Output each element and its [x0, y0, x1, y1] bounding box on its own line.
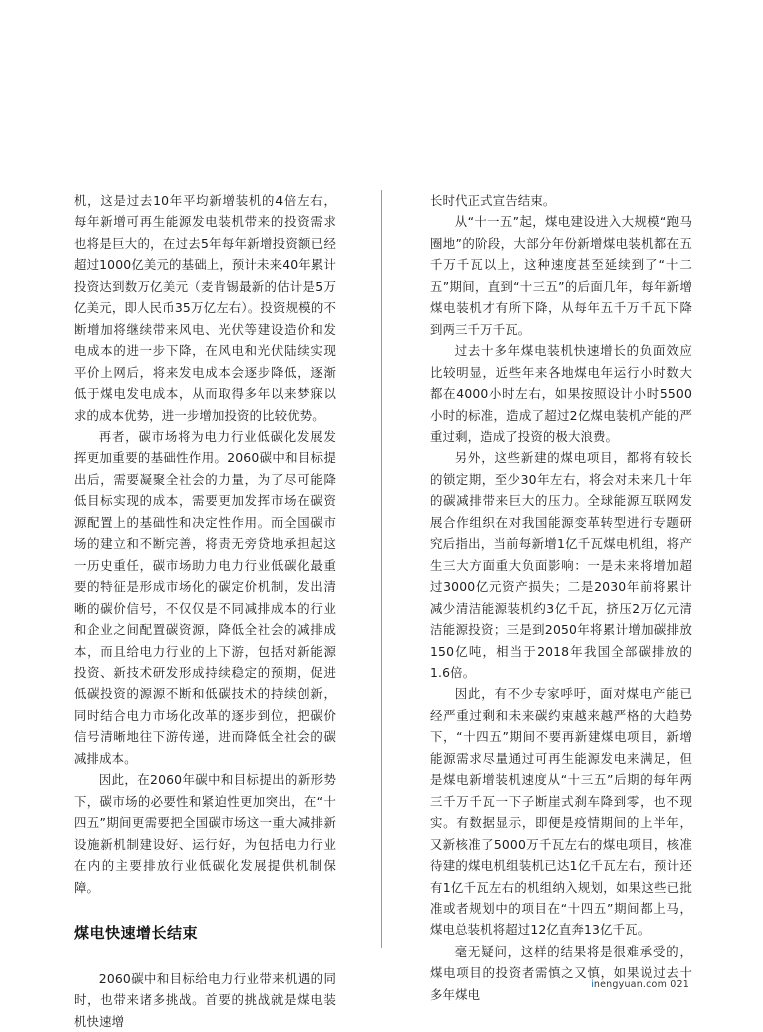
paragraph: 因此，有不少专家呼吁，面对煤电产能已经严重过剩和未来碳约束越来越严格的大趋势下，“十四五”期间不要再新建煤电项目，新增能源需求尽量通过可再生能源发电来满足，但是煤电新增装机速度从“十三五”后期的每年两三千万千瓦一下子断崖式刹车降到零，也不现实。有数据显示，即便是疫情期间的上半年，又新核准了5000万千瓦左右的煤电项目，核准待建的煤电机组装机已达1亿千瓦左右，预计还有1亿千瓦左右的机组纳入规划，如果这些已批准或者规划中的项目在“十四五”期间都上马，煤电总装机将超过12亿直奔13亿千瓦。 — [430, 686, 692, 938]
paragraph: 再者，碳市场将为电力行业低碳化发展发挥更加重要的基础性作用。2060碳中和目标提出后，需要凝聚全社会的力量，为了尽可能降低目标实现的成本，需要更加发挥市场在碳资源配置上的基础性和决定性作用。而全国碳市场的建立和不断完善，将责无旁贷地承担起这一历史重任，碳市场助力电力行业低碳化最重要的特征是形成市场化的碳定价机制，发出清晰的碳价信号，不仅仅是不同减排成本的行业和企业之间配置碳资源，降低全社会的减排成本，而且给电力行业的上下游，包括对新能源投资、新技术研发形成持续稳定的预期，促进低碳投资的源源不断和低碳技术的持续创新，同时结合电力市场化改革的逐步到位，把碳价信号清晰地往下游传递，进而降低全社会的碳减排成本。 — [74, 428, 336, 766]
paragraph: 另外，这些新建的煤电项目，都将有较长的锁定期，至少30年左右，将会对未来几十年的碳减排带来巨大的压力。全球能源互联网发展合作组织在对我国能源变革转型进行专题研究后指出，当前每新增1亿千瓦煤电机组，将产生三大方面重大负面影响：一是未来将增加超过3000亿元资产损失；二是2030年前将累计减少清洁能源装机约3亿千瓦，挤压2万亿元清洁能源投资；三是到2050年将累计增加碳排放150亿吨，相当于2018年我国全部碳排放的1.6倍。 — [430, 450, 692, 680]
column-divider — [381, 190, 382, 948]
left-text-column — [74, 190, 336, 1032]
page-footer — [591, 979, 689, 990]
paragraph: 2060碳中和目标给电力行业带来机遇的同时，也带来诸多挑战。首要的挑战就是煤电装机快速增 — [74, 970, 336, 1029]
section-heading: 煤电快速增长结束 — [74, 923, 199, 942]
right-text-column — [430, 190, 692, 1005]
footer-site-name: nengyuan.com — [593, 979, 668, 990]
paragraph: 机，这是过去10年平均新增装机的4倍左右，每年新增可再生能源发电装机带来的投资需求也将是巨大的，在过去5年每年新增投资额已经超过1000亿美元的基础上，预计未来40年累计投资达到数万亿美元（麦肯锡最新的估计是5万亿美元，即人民币35万亿左右）。投资规模的不断增加将继续带来风电、光伏等建设造价和发电成本的进一步下降，在风电和光伏陆续实现平价上网后，将来发电成本会逐步降低，逐渐低于煤电发电成本，从而取得多年以来梦寐以求的成本优势，进一步增加投资的比较优势。 — [74, 193, 336, 423]
paragraph: 过去十多年煤电装机快速增长的负面效应比较明显，近些年来各地煤电年运行小时数大都在4000小时左右，如果按照设计小时5500小时的标准，造成了超过2亿煤电装机产能的严重过剩，造成了投资的极大浪费。 — [430, 343, 692, 444]
paragraph: 因此，在2060年碳中和目标提出的新形势下，碳市场的必要性和紧迫性更加突出，在“十四五”期间更需要把全国碳市场这一重大减排新设施新机制建设好、运行好，为包括电力行业在内的主要排放行业低碳化发展提供机制保障。 — [74, 772, 336, 895]
paragraph: 从“十一五”起，煤电建设进入大规模“跑马圈地”的阶段，大部分年份新增煤电装机都在五千万千瓦以上，这种速度甚至延续到了“十二五”期间，直到“十三五”的后面几年，每年新增煤电装机才有所下降，从每年五千万千瓦下降到两三千万千瓦。 — [430, 214, 692, 337]
page-number: 021 — [670, 979, 689, 990]
paragraph: 长时代正式宣告结束。 — [430, 193, 556, 208]
footer-site-prefix: i — [591, 979, 594, 990]
paragraph: 毫无疑问，这样的结果将是很难承受的，煤电项目的投资者需慎之又慎，如果说过去十多年煤电 — [430, 943, 692, 1002]
